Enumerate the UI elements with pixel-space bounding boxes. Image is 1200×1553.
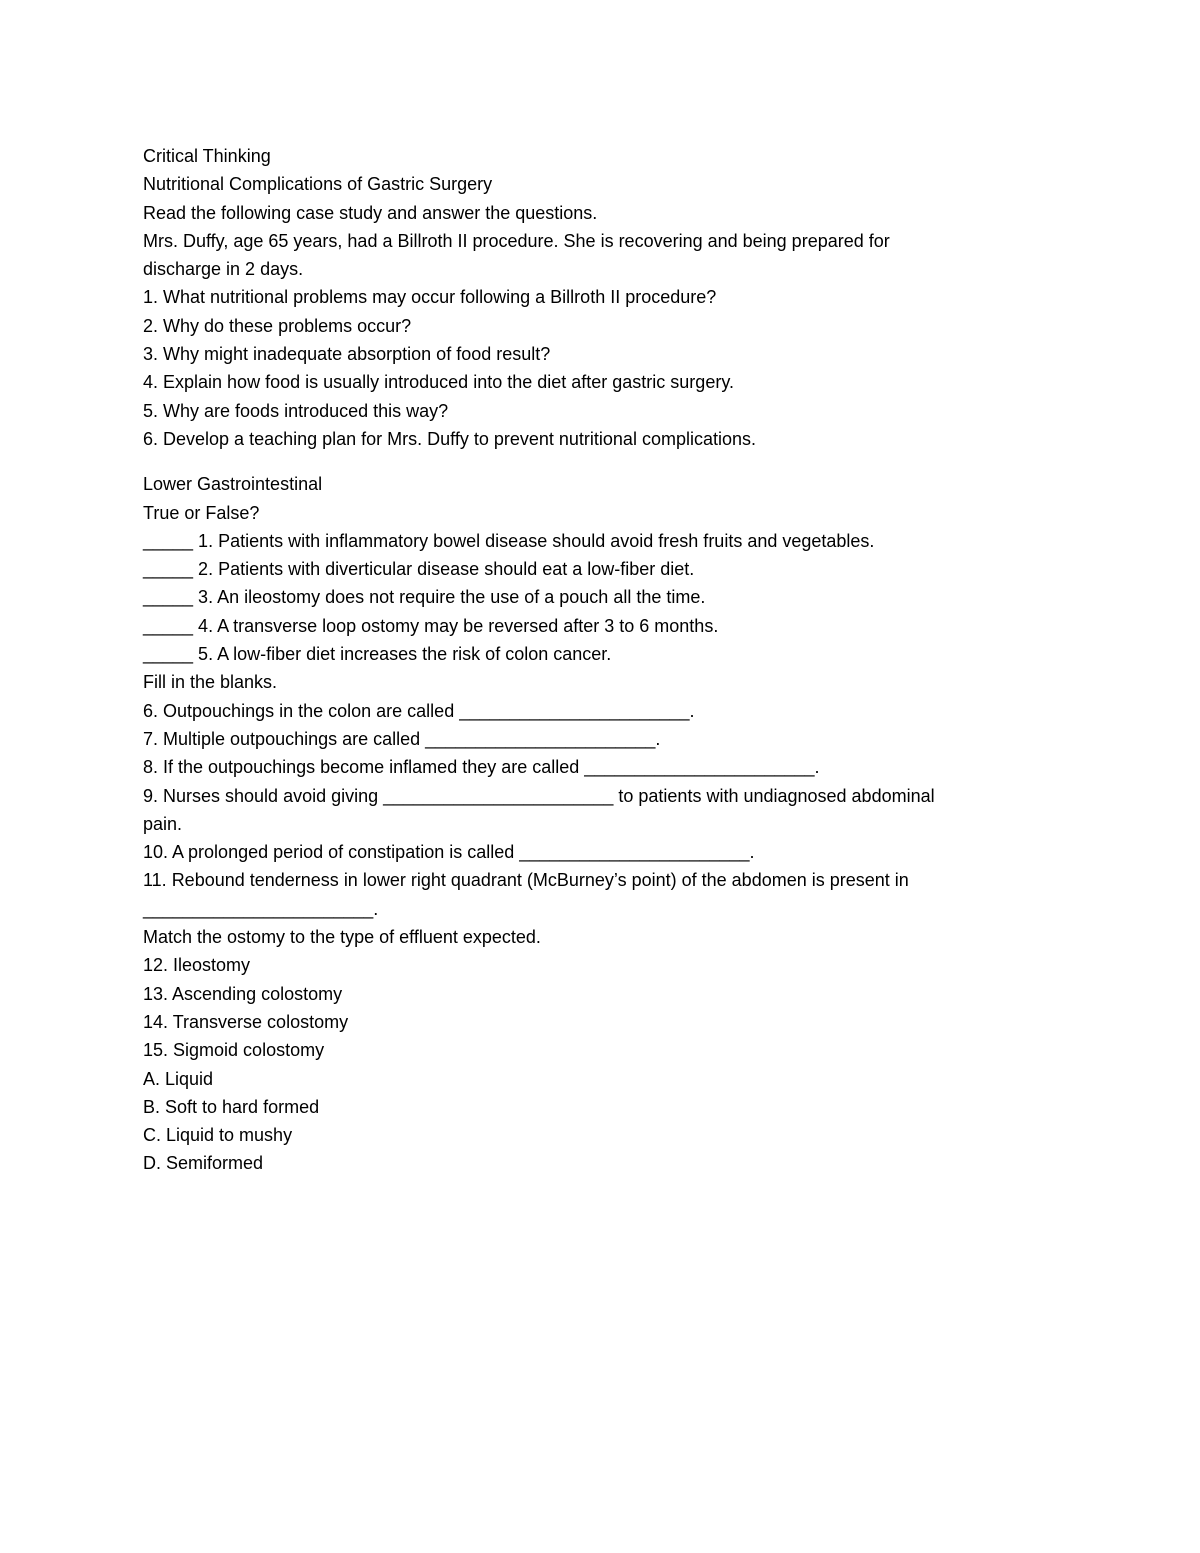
true-false-item: _____ 2. Patients with diverticular disease should eat a low-fiber diet. <box>143 559 695 580</box>
match-option: D. Semiformed <box>143 1153 264 1174</box>
fill-blank-item: 9. Nurses should avoid giving _______________________ to patients with undiagnosed abdominal <box>143 785 935 806</box>
match-item: 15. Sigmoid colostomy <box>143 1040 325 1061</box>
question-item: 3. Why might inadequate absorption of food result? <box>143 344 551 365</box>
fill-blank-item: 7. Multiple outpouchings are called _______________________. <box>143 728 661 749</box>
fill-blank-item: _______________________. <box>143 898 379 919</box>
fill-blank-item: 10. A prolonged period of constipation is called _______________________. <box>143 842 755 863</box>
match-item: 12. Ileostomy <box>143 955 251 976</box>
question-item: 1. What nutritional problems may occur following a Billroth II procedure? <box>143 287 717 308</box>
section-spacer <box>143 453 1043 470</box>
fill-blank-item: pain. <box>143 813 183 834</box>
match-item: 14. Transverse colostomy <box>143 1011 349 1032</box>
question-item: 5. Why are foods introduced this way? <box>143 400 449 421</box>
section-heading-lower-gi: Lower Gastrointestinal <box>143 474 323 495</box>
fill-blank-item: 8. If the outpouchings become inflamed they are called _______________________. <box>143 757 820 778</box>
true-false-heading: True or False? <box>143 502 260 523</box>
match-heading: Match the ostomy to the type of effluent expected. <box>143 927 541 948</box>
question-item: 2. Why do these problems occur? <box>143 315 412 336</box>
fill-blank-item: 11. Rebound tenderness in lower right quadrant (McBurney’s point) of the abdomen is present in <box>143 870 909 891</box>
section-subheading: Nutritional Complications of Gastric Surgery <box>143 174 493 195</box>
document-content <box>143 142 1043 1178</box>
match-item: 13. Ascending colostomy <box>143 983 343 1004</box>
fill-blank-item: 6. Outpouchings in the colon are called _______________________. <box>143 700 695 721</box>
true-false-item: _____ 5. A low-fiber diet increases the risk of colon cancer. <box>143 644 612 665</box>
section-heading-critical-thinking: Critical Thinking <box>143 146 271 166</box>
match-option: A. Liquid <box>143 1068 214 1089</box>
case-study-line: discharge in 2 days. <box>143 259 304 280</box>
match-option: C. Liquid to mushy <box>143 1125 293 1146</box>
instructions-text: Read the following case study and answer the questions. <box>143 202 598 223</box>
case-study-line: Mrs. Duffy, age 65 years, had a Billroth II procedure. She is recovering and being prepared for <box>143 230 890 251</box>
match-option: B. Soft to hard formed <box>143 1096 320 1117</box>
true-false-item: _____ 4. A transverse loop ostomy may be reversed after 3 to 6 months. <box>143 615 719 636</box>
true-false-item: _____ 1. Patients with inflammatory bowel disease should avoid fresh fruits and vegetables. <box>143 530 875 551</box>
true-false-item: _____ 3. An ileostomy does not require the use of a pouch all the time. <box>143 587 706 608</box>
question-item: 6. Develop a teaching plan for Mrs. Duffy to prevent nutritional complications. <box>143 428 756 449</box>
question-item: 4. Explain how food is usually introduced into the diet after gastric surgery. <box>143 372 734 393</box>
fill-blanks-heading: Fill in the blanks. <box>143 672 278 693</box>
